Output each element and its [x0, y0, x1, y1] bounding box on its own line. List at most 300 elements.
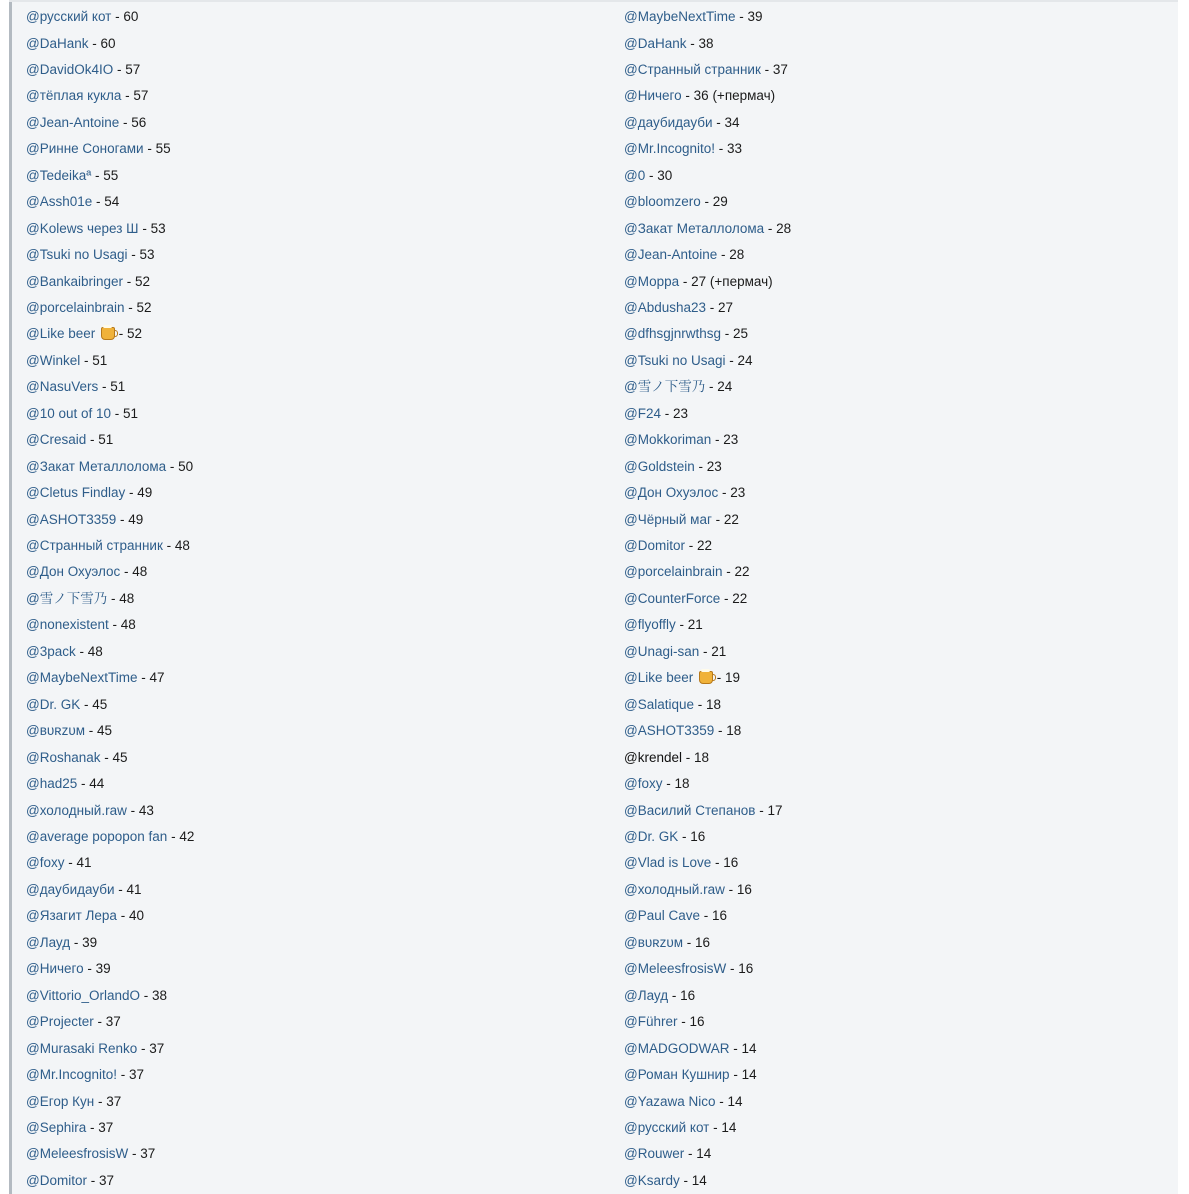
list-item	[26, 802, 154, 820]
score-separator: -	[686, 35, 699, 51]
list-item	[624, 273, 773, 291]
list-item	[624, 1040, 756, 1058]
user-mention-link[interactable]: @F24	[624, 405, 661, 421]
list-item	[624, 1172, 707, 1190]
list-item	[26, 1145, 155, 1163]
score-separator: -	[126, 802, 139, 818]
score-value: 33	[727, 141, 743, 157]
user-mention-link[interactable]: @had25	[26, 776, 78, 791]
user-mention-link[interactable]: @Dr. GK	[26, 696, 81, 712]
score-separator: -	[679, 1172, 692, 1188]
score-value: 45	[96, 723, 113, 739]
score-value: 55	[155, 141, 171, 157]
score-separator: -	[681, 88, 694, 104]
score-separator: -	[64, 855, 77, 871]
score-value: 23	[706, 458, 722, 474]
score-separator: -	[121, 88, 134, 104]
score-separator: -	[725, 352, 738, 368]
list-item	[26, 61, 140, 79]
user-mention-link[interactable]: @flyoffly	[624, 617, 676, 633]
user-mention-link[interactable]: @MeleesfrosisW	[26, 1146, 129, 1162]
score-value: 45	[112, 749, 128, 765]
score-value: 57	[125, 61, 141, 77]
list-item	[624, 616, 703, 634]
score-value: 23	[730, 485, 746, 501]
user-mention-link[interactable]: @Дон Охуэлос	[26, 564, 121, 580]
list-item	[26, 431, 113, 449]
score-value: 27	[718, 299, 734, 315]
score-separator: -	[92, 194, 105, 210]
score-value: 37	[772, 61, 788, 77]
user-mention-link[interactable]: @Закат Металлолома	[26, 458, 167, 474]
score-separator: -	[123, 273, 136, 289]
score-separator: -	[714, 723, 727, 739]
score-value: 51	[110, 379, 126, 395]
score-value: 21	[687, 617, 703, 633]
user-mention-link[interactable]: @Dr. GK	[624, 828, 679, 844]
score-separator: -	[729, 1040, 742, 1056]
list-item	[624, 881, 752, 899]
score-value: 22	[696, 538, 712, 553]
list-item	[26, 8, 138, 26]
list-item	[26, 220, 166, 238]
list-item	[26, 167, 118, 185]
score-value: 54	[104, 194, 120, 210]
score-value: 37	[98, 1119, 114, 1135]
score-value: 24	[717, 379, 733, 395]
score-value: 43	[138, 802, 154, 818]
score-value: 42	[179, 828, 195, 844]
list-item	[624, 87, 775, 105]
score-separator: -	[111, 9, 124, 24]
user-mention-link[interactable]: @雪ノ下雪乃	[26, 590, 108, 606]
list-item	[624, 114, 740, 132]
list-item	[624, 246, 744, 264]
user-mention-link[interactable]: @雪ノ下雪乃	[624, 379, 706, 395]
score-separator: -	[684, 538, 697, 553]
score-value: 18	[706, 696, 722, 712]
list-item	[26, 458, 193, 476]
user-mention-link[interactable]: @Vlad is Love	[624, 855, 712, 871]
score-separator: -	[675, 617, 688, 633]
list-item	[624, 61, 788, 79]
beer-mug-icon	[699, 671, 713, 684]
user-mention-link[interactable]: @даубидауби	[26, 881, 115, 897]
user-mention-link[interactable]: @Морра	[624, 273, 680, 289]
score-value: 17	[767, 802, 783, 818]
user-mention-link[interactable]: @DaHank	[624, 35, 687, 51]
user-mention-link[interactable]: @Странный странник	[26, 538, 163, 553]
score-separator: -	[116, 908, 129, 924]
user-mention-link[interactable]: @Закат Металлолома	[624, 220, 765, 236]
score-separator: -	[755, 802, 768, 818]
beer-mug-icon	[101, 327, 115, 340]
list-item	[26, 563, 147, 581]
list-item	[26, 1013, 121, 1031]
user-mention-link[interactable]: @foxy	[624, 776, 663, 791]
list-item	[624, 775, 690, 793]
score-separator: -	[137, 1040, 150, 1056]
user-mention-link[interactable]: @Cresaid	[26, 432, 87, 448]
list-item	[26, 696, 107, 714]
list-item	[624, 749, 709, 767]
score-separator: -	[679, 273, 692, 289]
list-item	[624, 643, 726, 661]
user-mention-link[interactable]: @Assh01e	[26, 194, 93, 210]
user-mention-link[interactable]: @Ринне Соногами	[26, 141, 144, 157]
list-item	[26, 828, 194, 846]
score-value: 16	[680, 987, 696, 1003]
score-separator: -	[77, 776, 90, 791]
user-mention-link[interactable]: @Domitor	[26, 1172, 87, 1188]
score-value: 28	[729, 247, 745, 262]
score-separator: -	[111, 405, 124, 421]
user-mention-link[interactable]: @Василий Степанов	[624, 802, 756, 818]
score-value: 53	[150, 220, 166, 236]
score-value: 60	[123, 9, 139, 24]
score-value: 23	[672, 405, 688, 421]
user-mention-link[interactable]: @русский кот	[26, 9, 112, 24]
score-value: 38	[152, 987, 168, 1003]
user-mention-link[interactable]: @Goldstein	[624, 458, 695, 474]
quote-block	[9, 2, 1178, 1194]
score-separator: -	[119, 114, 132, 130]
list-item	[26, 881, 142, 899]
list-item	[624, 458, 722, 476]
user-mention-link[interactable]: @ASHOT3359	[624, 723, 715, 739]
score-value: 52	[136, 299, 152, 315]
user-mention-link[interactable]: @Чёрный маг	[624, 511, 712, 527]
user-mention-link[interactable]: @DaHank	[26, 35, 89, 51]
list-item	[26, 987, 167, 1005]
list-item	[26, 643, 103, 661]
score-separator: -	[88, 35, 101, 51]
user-mention-link[interactable]: @10 out of 10	[26, 405, 112, 421]
score-value: 16	[694, 934, 711, 950]
list-item	[624, 960, 753, 978]
score-separator: -	[70, 934, 83, 950]
user-mention-link[interactable]: @ʙᴜʀᴢᴜᴍ	[26, 723, 85, 739]
user-mention-link[interactable]: @русский кот	[624, 1119, 710, 1135]
list-item	[624, 1093, 743, 1111]
score-value: 14	[721, 1119, 737, 1135]
score-separator: -	[125, 485, 138, 501]
score-value: 37	[98, 1172, 114, 1188]
list-item	[26, 1172, 114, 1190]
user-mention-link[interactable]: @MaybeNextTime	[26, 670, 138, 686]
score-value: 45	[92, 696, 108, 712]
score-separator: -	[706, 299, 719, 315]
user-mention-link[interactable]: @Projecter	[26, 1014, 94, 1030]
list-item	[26, 35, 116, 53]
user-mention-link[interactable]: @DavidOk4IO	[26, 61, 114, 77]
list-item	[624, 8, 763, 26]
user-mention-link[interactable]: @MaybeNextTime	[624, 9, 736, 24]
list-item	[624, 828, 705, 846]
user-mention-link[interactable]: @Tsuki no Usagi	[624, 352, 726, 368]
score-separator: -	[98, 379, 111, 395]
score-separator: -	[677, 1014, 690, 1030]
user-mention-link[interactable]: @Domitor	[624, 538, 685, 553]
list-item	[26, 193, 119, 211]
user-mention-link[interactable]: @Kolews через Ш	[26, 220, 139, 236]
score-separator: -	[645, 167, 658, 183]
user-mention-link[interactable]: @тёплая кукла	[26, 88, 122, 104]
score-separator: -	[107, 590, 120, 606]
user-mention-link[interactable]: @Murasaki Renko	[26, 1040, 138, 1056]
user-mention-link[interactable]: @porcelainbrain	[624, 564, 723, 580]
score-value: 51	[98, 432, 114, 448]
score-value: 50	[178, 458, 194, 474]
user-mention-link[interactable]: @Führer	[624, 1014, 678, 1030]
score-separator: -	[681, 749, 694, 765]
list-item	[624, 1119, 736, 1137]
user-mention-link[interactable]: @Unagi-san	[624, 643, 700, 659]
user-mention-link[interactable]: @porcelainbrain	[26, 299, 125, 315]
user-mention-link[interactable]: @ASHOT3359	[26, 511, 117, 527]
score-separator: -	[140, 987, 153, 1003]
user-mention-link[interactable]: @Like beer	[26, 326, 96, 342]
score-value: 51	[123, 405, 139, 421]
user-mention-link[interactable]: @MeleesfrosisW	[624, 961, 727, 977]
score-value: 16	[738, 961, 754, 977]
score-separator: -	[124, 299, 137, 315]
list-item	[26, 1066, 144, 1084]
user-mention-link[interactable]: @nonexistent	[26, 617, 109, 633]
score-separator: -	[75, 643, 88, 659]
score-separator: -	[715, 141, 727, 157]
list-item	[624, 193, 728, 211]
list-item	[26, 246, 155, 264]
score-value: 48	[132, 564, 148, 580]
score-value: 19	[725, 670, 741, 686]
score-separator: -	[115, 326, 128, 342]
score-value: 16	[712, 908, 728, 924]
list-item	[26, 775, 104, 793]
score-separator: -	[705, 379, 718, 395]
score-value: 29	[712, 194, 728, 210]
score-value: 18	[726, 723, 742, 739]
score-separator: -	[86, 1172, 99, 1188]
score-value: 16	[736, 881, 752, 897]
score-separator: -	[137, 670, 150, 686]
user-mention-link[interactable]: @Язагит Лера	[26, 908, 117, 924]
score-value: 39	[95, 961, 111, 977]
user-mention-link[interactable]: @даубидауби	[624, 114, 713, 130]
user-mention-link[interactable]: @Yazawa Nico	[624, 1093, 716, 1109]
score-separator: -	[80, 696, 93, 712]
list-item	[624, 722, 741, 740]
score-value: 39	[747, 9, 763, 24]
user-mention-link[interactable]: @Rouwer	[624, 1146, 685, 1162]
list-item	[624, 167, 672, 185]
list-item	[624, 1066, 757, 1084]
score-value: 60	[100, 35, 116, 51]
score-value: 44	[89, 776, 105, 791]
list-item	[624, 352, 753, 370]
score-separator: -	[91, 167, 104, 183]
score-value: 48	[119, 590, 135, 606]
list-item	[26, 590, 134, 608]
score-separator: -	[128, 1146, 141, 1162]
user-mention-link[interactable]: @Странный странник	[624, 61, 761, 77]
user-mention-link[interactable]: @Tedeikaª	[26, 167, 92, 183]
user-mention-link[interactable]: @Like beer	[624, 670, 694, 686]
user-mention-link[interactable]: @Abdusha23	[624, 299, 707, 315]
user-mention-link[interactable]: @foxy	[26, 855, 65, 871]
score-value: 48	[174, 538, 190, 553]
user-mention-link[interactable]: @NasuVers	[26, 379, 99, 395]
user-mention-link[interactable]: @ʙᴜʀᴢᴜᴍ	[624, 934, 683, 950]
list-item	[624, 907, 727, 925]
score-separator: -	[166, 458, 179, 474]
user-mention-link[interactable]: @Roshanak	[26, 749, 101, 765]
score-separator: -	[143, 141, 156, 157]
list-item	[624, 590, 747, 608]
score-value: 21	[711, 643, 727, 659]
score-separator: -	[138, 220, 151, 236]
list-item	[624, 325, 748, 343]
score-value: 14	[727, 1093, 743, 1109]
score-separator: -	[726, 961, 739, 977]
list-item	[624, 405, 688, 423]
score-separator: -	[86, 1119, 99, 1135]
list-item	[26, 1093, 121, 1111]
user-mention-link[interactable]: @Лауд	[624, 987, 669, 1003]
score-separator: -	[80, 352, 93, 368]
user-mention-link[interactable]: @холодный.raw	[624, 881, 725, 897]
score-value: 14	[691, 1172, 707, 1188]
list-item	[26, 854, 92, 872]
score-value: 22	[732, 590, 748, 606]
score-value: 25	[733, 326, 749, 342]
score-separator: -	[120, 564, 133, 580]
score-separator: -	[720, 590, 733, 606]
score-separator: -	[700, 194, 713, 210]
list-item	[624, 802, 783, 820]
list-item	[26, 484, 152, 502]
user-mention-link[interactable]: @Salatique	[624, 696, 694, 712]
score-separator: -	[713, 670, 726, 686]
user-mention-link[interactable]: @3pack	[26, 643, 76, 659]
user-mention-link[interactable]: @MADGODWAR	[624, 1040, 730, 1056]
score-value: 41	[76, 855, 92, 871]
score-value: 51	[92, 352, 108, 368]
list-item	[624, 484, 745, 502]
score-value: 41	[126, 881, 142, 897]
user-mention-link[interactable]: @холодный.raw	[26, 802, 127, 818]
user-mention-link[interactable]: @Ничего	[26, 961, 84, 977]
list-item	[26, 511, 143, 529]
user-mention-link[interactable]: @Mr.Incognito!	[624, 141, 715, 157]
score-value: 16	[723, 855, 739, 871]
score-value: 22	[734, 564, 750, 580]
user-mention-link: @krendel	[624, 749, 682, 765]
user-mention-link[interactable]: @Лауд	[26, 934, 71, 950]
user-mention-link[interactable]: @Mr.Incognito!	[26, 1067, 117, 1082]
user-mention-link[interactable]: @Paul Cave	[624, 908, 700, 924]
user-mention-link[interactable]: @Tsuki no Usagi	[26, 247, 128, 262]
score-value: 39	[82, 934, 98, 950]
list-item	[26, 378, 125, 396]
score-separator: -	[699, 643, 712, 659]
score-separator: -	[662, 776, 675, 791]
score-value: 48	[120, 617, 136, 633]
score-value: 18	[693, 749, 710, 765]
user-mention-link[interactable]: @Jean-Antoine	[624, 247, 718, 262]
score-value: 57	[133, 88, 149, 104]
score-separator: -	[729, 1067, 742, 1082]
user-mention-link[interactable]: @Mokkoriman	[624, 432, 712, 448]
score-value: 56	[131, 114, 147, 130]
user-mention-link[interactable]: @Роман Кушнир	[624, 1067, 730, 1082]
user-mention-link[interactable]: @Дон Охуэлос	[624, 485, 719, 501]
score-value: 52	[127, 326, 143, 342]
user-mention-link[interactable]: @Егор Кун	[26, 1093, 95, 1109]
list-item	[624, 299, 733, 317]
user-mention-link[interactable]: @average popopon fan	[26, 828, 168, 844]
score-value: 14	[741, 1067, 757, 1082]
list-item	[26, 537, 190, 555]
user-mention-link[interactable]: @Cletus Findlay	[26, 485, 126, 501]
score-value: 37	[149, 1040, 165, 1056]
user-mention-link[interactable]: @Ksardy	[624, 1172, 680, 1188]
user-mention-link[interactable]: @Jean-Antoine	[26, 114, 120, 130]
score-value: 38	[698, 35, 714, 51]
score-separator: -	[678, 828, 691, 844]
list-item	[26, 87, 148, 105]
user-mention-link[interactable]: @Ничего	[624, 88, 682, 104]
score-value: 37	[106, 1093, 122, 1109]
list-item	[26, 1040, 164, 1058]
score-separator: -	[84, 723, 97, 739]
score-separator: -	[711, 511, 724, 527]
user-mention-link[interactable]: @bloomzero	[624, 194, 701, 210]
score-separator: -	[660, 405, 673, 421]
score-value: 37	[105, 1014, 121, 1030]
list-item	[624, 1013, 705, 1031]
score-separator: -	[700, 908, 712, 924]
list-item	[624, 854, 738, 872]
score-value: 24	[737, 352, 753, 368]
list-item	[26, 722, 112, 740]
score-separator: -	[86, 432, 99, 448]
user-mention-link[interactable]: @CounterForce	[624, 590, 721, 606]
score-separator: -	[694, 458, 707, 474]
score-value: 28	[776, 220, 792, 236]
list-item	[26, 114, 146, 132]
score-separator: -	[711, 432, 724, 448]
score-value: 34	[724, 114, 740, 130]
user-mention-link[interactable]: @Sephira	[26, 1119, 87, 1135]
score-separator: -	[93, 1014, 106, 1030]
score-value: 23	[723, 432, 739, 448]
list-item	[26, 1119, 113, 1137]
user-mention-link[interactable]: @Winkel	[26, 352, 81, 368]
score-separator: -	[721, 326, 733, 342]
user-mention-link[interactable]: @dfhsgjnrwthsg	[624, 326, 721, 342]
user-mention-link[interactable]: @Vittorio_OrlandO	[26, 987, 141, 1003]
score-value: 53	[139, 247, 155, 262]
score-value: 49	[137, 485, 153, 501]
user-mention-link[interactable]: @Bankaibringer	[26, 273, 124, 289]
list-item	[26, 960, 111, 978]
score-value: 27 (+пермач)	[691, 273, 773, 289]
list-item	[624, 1145, 711, 1163]
score-value: 36 (+пермач)	[693, 88, 776, 104]
score-separator: -	[715, 1093, 728, 1109]
user-mention-link[interactable]: @0	[624, 167, 646, 183]
